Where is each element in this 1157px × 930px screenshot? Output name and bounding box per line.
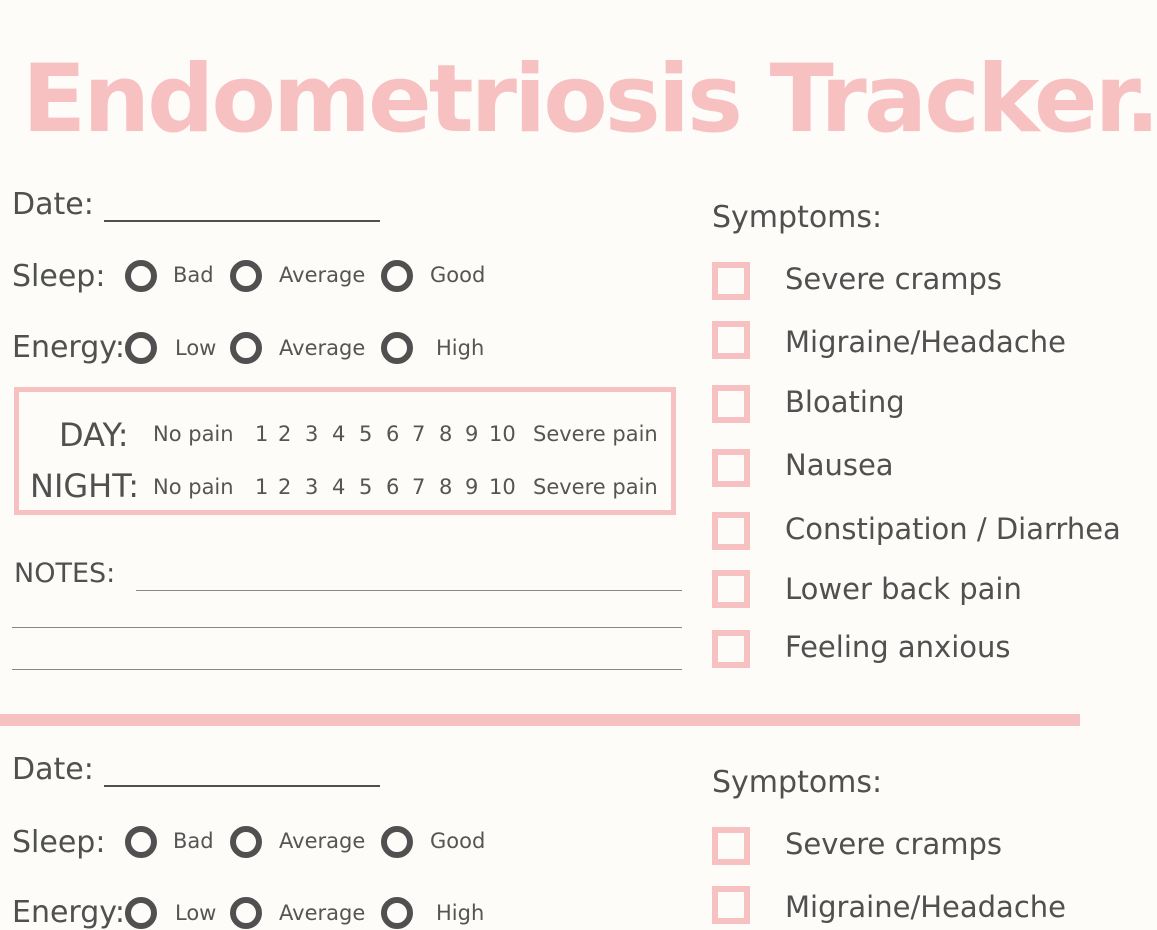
day-scale-10[interactable]: 10 xyxy=(489,422,516,446)
energy-option-average: Average xyxy=(279,336,366,360)
day-no-pain-label: No pain xyxy=(153,422,234,446)
night-no-pain-label: No pain xyxy=(153,475,234,499)
day-scale-4[interactable]: 4 xyxy=(332,422,346,446)
night-scale-5[interactable]: 5 xyxy=(359,475,373,499)
sleep-option-average: Average xyxy=(279,263,366,287)
sleep-bad-radio-icon[interactable] xyxy=(125,260,157,292)
energy-low-radio-icon[interactable] xyxy=(125,332,157,364)
symptoms-heading: Symptoms: xyxy=(712,200,883,235)
sleep-good-radio-icon[interactable] xyxy=(381,826,413,858)
date-label: Date: xyxy=(12,752,94,787)
energy-option-low: Low xyxy=(175,336,217,360)
symptom-constipation-diarrhea: Constipation / Diarrhea xyxy=(785,512,1121,546)
energy-option-average: Average xyxy=(279,901,366,925)
night-scale-6[interactable]: 6 xyxy=(386,475,400,499)
symptoms-heading: Symptoms: xyxy=(712,765,883,800)
symptom-nausea: Nausea xyxy=(785,448,894,482)
pain-scale-box xyxy=(14,387,676,515)
sleep-good-radio-icon[interactable] xyxy=(381,260,413,292)
checkbox-icon[interactable] xyxy=(712,449,750,487)
night-scale-9[interactable]: 9 xyxy=(465,475,479,499)
energy-label: Energy: xyxy=(12,330,125,365)
symptom-bloating: Bloating xyxy=(785,385,905,419)
checkbox-icon[interactable] xyxy=(712,886,750,924)
sleep-option-average: Average xyxy=(279,829,366,853)
energy-average-radio-icon[interactable] xyxy=(230,897,262,929)
sleep-option-good: Good xyxy=(430,263,486,287)
date-field[interactable] xyxy=(104,785,380,787)
symptom-severe-cramps: Severe cramps xyxy=(785,827,1003,861)
symptom-lower-back-pain: Lower back pain xyxy=(785,572,1022,606)
date-field[interactable] xyxy=(104,220,380,222)
day-scale-8[interactable]: 8 xyxy=(439,422,453,446)
checkbox-icon[interactable] xyxy=(712,827,750,865)
night-label: NIGHT: xyxy=(30,467,140,505)
notes-label: NOTES: xyxy=(14,558,116,589)
night-scale-8[interactable]: 8 xyxy=(439,475,453,499)
sleep-bad-radio-icon[interactable] xyxy=(125,826,157,858)
energy-label: Energy: xyxy=(12,895,125,930)
night-severe-pain-label: Severe pain xyxy=(533,475,658,499)
day-scale-7[interactable]: 7 xyxy=(412,422,426,446)
night-scale-1[interactable]: 1 xyxy=(255,475,269,499)
energy-low-radio-icon[interactable] xyxy=(125,897,157,929)
night-scale-2[interactable]: 2 xyxy=(278,475,292,499)
sleep-option-bad: Bad xyxy=(173,829,214,853)
sleep-average-radio-icon[interactable] xyxy=(230,826,262,858)
night-scale-3[interactable]: 3 xyxy=(305,475,319,499)
symptom-migraine-headache: Migraine/Headache xyxy=(785,890,1066,924)
checkbox-icon[interactable] xyxy=(712,512,750,550)
checkbox-icon[interactable] xyxy=(712,262,750,300)
checkbox-icon[interactable] xyxy=(712,321,750,359)
day-scale-6[interactable]: 6 xyxy=(386,422,400,446)
sleep-label: Sleep: xyxy=(12,825,106,860)
symptom-feeling-anxious: Feeling anxious xyxy=(785,630,1011,664)
day-severe-pain-label: Severe pain xyxy=(533,422,658,446)
sleep-option-good: Good xyxy=(430,829,486,853)
energy-option-high: High xyxy=(436,336,485,360)
day-scale-3[interactable]: 3 xyxy=(305,422,319,446)
energy-option-high: High xyxy=(436,901,485,925)
checkbox-icon[interactable] xyxy=(712,385,750,423)
page-title: Endometriosis Tracker. xyxy=(22,45,1157,154)
night-scale-10[interactable]: 10 xyxy=(489,475,516,499)
energy-average-radio-icon[interactable] xyxy=(230,332,262,364)
night-scale-4[interactable]: 4 xyxy=(332,475,346,499)
sleep-label: Sleep: xyxy=(12,259,106,294)
symptom-severe-cramps: Severe cramps xyxy=(785,262,1003,296)
day-label: DAY: xyxy=(59,416,129,454)
day-scale-2[interactable]: 2 xyxy=(278,422,292,446)
symptom-migraine-headache: Migraine/Headache xyxy=(785,325,1066,359)
date-label: Date: xyxy=(12,187,94,222)
day-scale-5[interactable]: 5 xyxy=(359,422,373,446)
energy-option-low: Low xyxy=(175,901,217,925)
day-scale-9[interactable]: 9 xyxy=(465,422,479,446)
night-scale-7[interactable]: 7 xyxy=(412,475,426,499)
energy-high-radio-icon[interactable] xyxy=(381,332,413,364)
energy-high-radio-icon[interactable] xyxy=(381,897,413,929)
day-scale-1[interactable]: 1 xyxy=(255,422,269,446)
sleep-average-radio-icon[interactable] xyxy=(230,260,262,292)
sleep-option-bad: Bad xyxy=(173,263,214,287)
tracker-entry-2 xyxy=(0,565,1080,930)
